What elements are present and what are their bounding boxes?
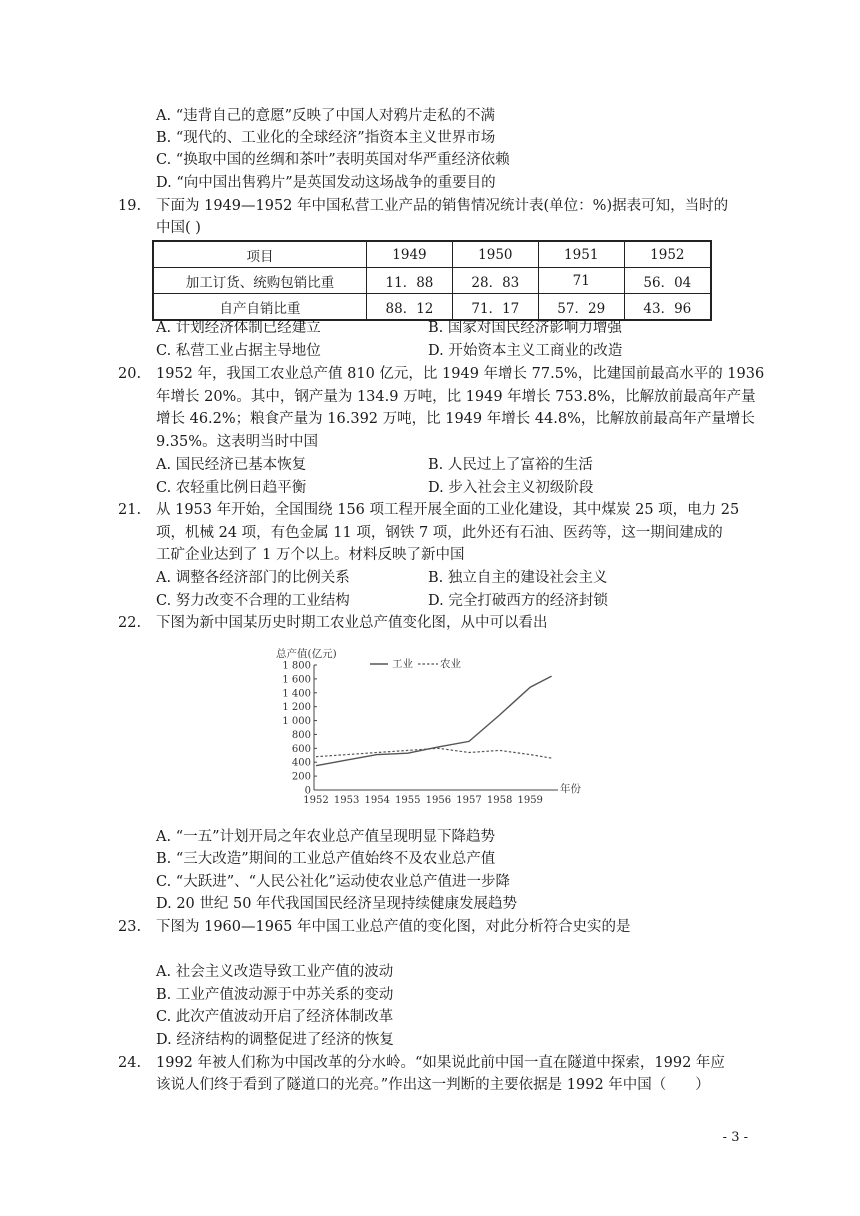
q21-line-3: 工矿企业达到了 1 万个以上。材料反映了新中国 [156,547,465,563]
table-row [153,294,711,321]
table-cell: 71．17 [452,294,538,321]
q21-line-1: 从 1953 年开始，全国围绕 156 项工程开展全面的工业化建设，其中煤炭 25 项，电力 25 [156,502,740,518]
q18-option-c: C. “换取中国的丝绸和茶叶”表明英国对华严重经济依赖 [156,152,510,168]
x-tick-label: 1953 [333,795,360,805]
q21-number: 21. [118,502,142,518]
y-tick-label: 800 [291,729,311,741]
table-cell: 11．88 [367,268,453,294]
y-tick-label: 1 400 [282,688,311,700]
q20-line-3: 增长 46.2%；粮食产量为 16.392 万吨，比 1949 年增长 44.8%，比解放前最高年产量增长 [156,411,755,427]
q22-line-chart [262,645,592,805]
q20-option-b: B. 人民过上了富裕的生活 [428,457,593,473]
q19-option-b: B. 国家对国民经济影响力增强 [428,320,622,336]
q23-option-d: D. 经济结构的调整促进了经济的恢复 [156,1032,394,1048]
table-header-cell: 1949 [367,241,453,268]
q24-line-2: 该说人们终于看到了隧道口的光亮。”作出这一判断的主要依据是 1992 年中国（ ） [156,1077,710,1093]
y-tick-label: 600 [291,743,311,755]
table-cell: 自产自销比重 [153,294,367,321]
page-number: - 3 - [722,1130,748,1145]
q20-line-2: 年增长 20%。其中，钢产量为 134.9 万吨，比 1949 年增长 753.8%，比解放前最高年产量 [156,389,756,405]
q23-option-c: C. 此次产值波动开启了经济体制改革 [156,1009,394,1025]
table-row [153,268,711,294]
q23-number: 23. [118,919,142,935]
q20-line-4: 9.35%。这表明当时中国 [156,434,319,450]
legend-label-industry: 工业 [392,658,413,670]
y-tick-label: 200 [291,771,311,783]
q21-option-b: B. 独立自主的建设社会主义 [428,570,608,586]
table-header-cell: 1950 [452,241,538,268]
table-cell: 88．12 [367,294,453,321]
q19-stats-table [152,240,712,321]
x-tick-label: 1955 [395,795,421,805]
q19-option-d: D. 开始资本主义工商业的改造 [428,343,623,359]
table-cell: 43．96 [624,294,711,321]
table-cell: 71 [538,268,624,294]
q24-line-1: 1992 年被人们称为中国改革的分水岭。“如果说此前中国一直在隧道中探索，1992 年应 [156,1055,725,1071]
table-cell: 57．29 [538,294,624,321]
x-tick-label: 1958 [486,795,513,805]
q23-option-a: A. 社会主义改造导致工业产值的波动 [156,964,394,980]
q22-option-a: A. “一五”计划开局之年农业总产值呈现明显下降趋势 [156,829,496,845]
y-tick-label: 1 000 [282,716,311,728]
q20-option-a: A. 国民经济已基本恢复 [156,457,307,473]
x-tick-label: 1956 [425,795,452,805]
q18-option-d: D. “向中国出售鸦片”是英国发动这场战争的重要目的 [156,175,496,191]
q19-stem-line-1: 下面为 1949—1952 年中国私营工业产品的销售情况统计表(单位：%)据表可知，当时的 [156,198,729,214]
q20-option-d: D. 步入社会主义初级阶段 [428,480,594,496]
q20-option-c: C. 农轻重比例日趋平衡 [156,480,307,496]
table-header-cell: 1952 [624,241,711,268]
q24-number: 24. [118,1055,142,1071]
q23-stem: 下图为 1960—1965 年中国工业总产值的变化图，对此分析符合史实的是 [156,919,631,935]
q22-option-c: C. “大跃进”、“人民公社化”运动使农业总产值进一步降 [156,874,510,890]
q20-line-1: 1952 年，我国工农业总产值 810 亿元，比 1949 年增长 77.5%，比建国前最高水平的 1936 [156,366,765,382]
q22-option-b: B. “三大改造”期间的工业总产值始终不及农业总产值 [156,851,496,867]
q22-option-d: D. 20 世纪 50 年代我国国民经济呈现持续健康发展趋势 [156,896,518,912]
x-axis-label: 年份 [560,783,581,795]
table-header-cell: 项目 [153,241,367,268]
table-cell: 加工订货、统购包销比重 [153,268,367,294]
table-cell: 28．83 [452,268,538,294]
q19-stem-line-2: 中国( ) [156,220,201,236]
table-header-cell: 1951 [538,241,624,268]
q23-option-b: B. 工业产值波动源于中苏关系的变动 [156,987,394,1003]
x-tick-label: 1957 [456,795,482,805]
table-header-row [153,241,711,268]
q22-number: 22. [118,615,142,631]
y-tick-label: 0 [304,785,311,797]
q18-option-a: A. “违背自己的意愿”反映了中国人对鸦片走私的不满 [156,108,496,124]
x-tick-label: 1954 [364,795,390,805]
y-tick-label: 400 [291,757,311,769]
series-line-industry [316,676,552,766]
q21-option-c: C. 努力改变不合理的工业结构 [156,593,350,609]
q22-stem: 下图为新中国某历史时期工农业总产值变化图，从中可以看出 [156,615,548,631]
q21-line-2: 项，机械 24 项，有色金属 11 项，钢铁 7 项，此外还有石油、医药等，这一期间建成的 [156,525,723,541]
q21-option-a: A. 调整各经济部门的比例关系 [156,570,350,586]
q20-number: 20. [118,366,142,382]
y-tick-label: 1 200 [282,702,311,714]
q19-option-a: A. 计划经济体制已经建立 [156,320,321,336]
legend-label-agriculture: 农业 [440,658,461,670]
q21-option-d: D. 完全打破西方的经济封锁 [428,593,608,609]
y-axis-label: 总产值(亿元) [276,648,337,660]
y-tick-label: 1 600 [282,674,311,686]
q18-option-b: B. “现代的、工业化的全球经济”指资本主义世界市场 [156,130,496,146]
table-cell: 56．04 [624,268,711,294]
q19-number: 19. [118,198,142,214]
x-tick-label: 1952 [303,795,329,805]
x-tick-label: 1959 [517,795,543,805]
series-line-agriculture [316,748,552,758]
y-tick-label: 1 800 [282,660,311,672]
q19-option-c: C. 私营工业占据主导地位 [156,343,321,359]
